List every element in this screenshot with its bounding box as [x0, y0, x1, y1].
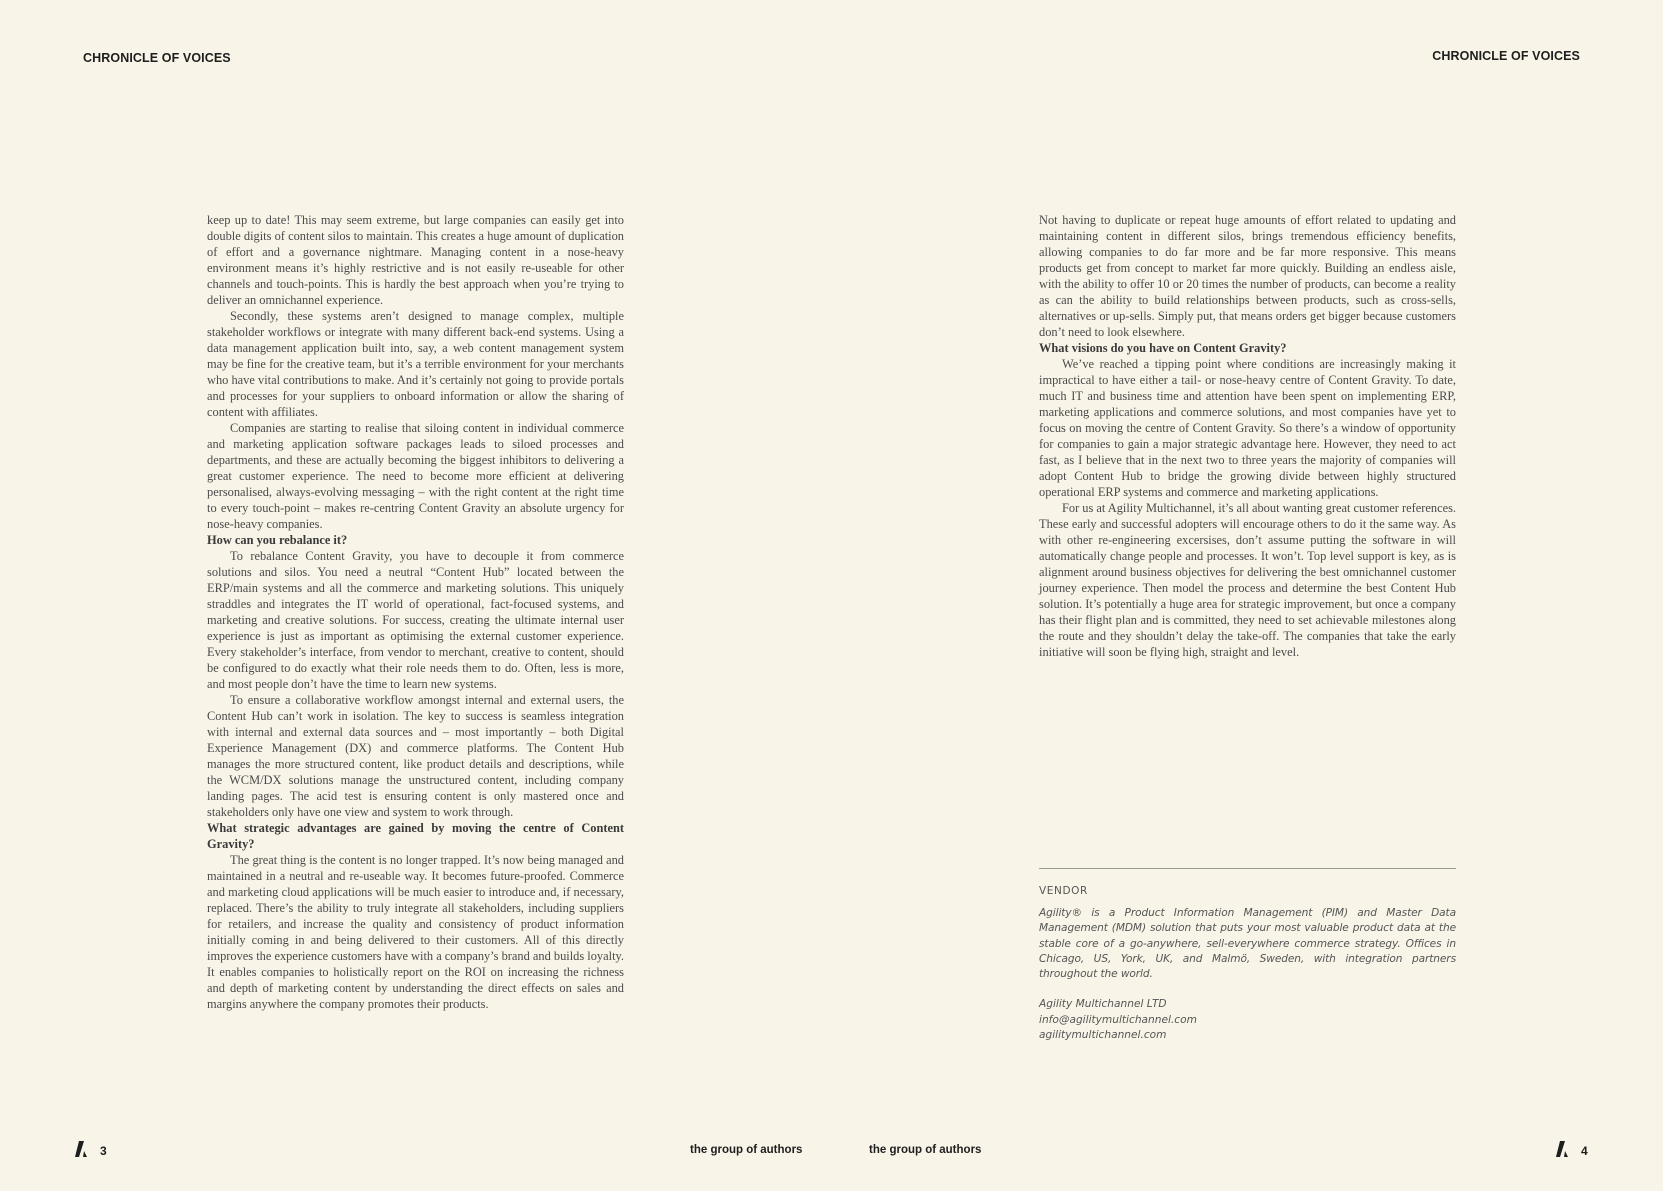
subheading: What visions do you have on Content Gravity? — [1039, 341, 1287, 355]
vendor-contact — [1039, 997, 1456, 1043]
subheading: How can you rebalance it? — [207, 533, 348, 547]
running-head-left: CHRONICLE OF VOICES — [83, 51, 231, 65]
left-article-column — [207, 212, 624, 1012]
page-number-right: 4 — [1581, 1144, 1588, 1158]
footer-credit-left: the group of authors — [690, 1144, 803, 1156]
running-head-right: CHRONICLE OF VOICES — [1432, 49, 1580, 63]
vendor-company: Agility Multichannel LTD — [1039, 998, 1167, 1011]
right-article-column — [1039, 212, 1456, 660]
paragraph: Secondly, these systems aren’t designed to manage complex, multiple stakeholder workflows or integrate with many different back-end systems. Using a data management application built into, say, a web content management system may be fine for the creative team, but it’s a terrible environment for your merchants who have vital contributions to make. And it’s certainly not going to provide portals and processes for your suppliers to onboard information or allow the sharing of content with affiliates. — [207, 309, 624, 419]
vendor-box — [1039, 868, 1456, 1043]
vendor-description: Agility® is a Product Information Management (PIM) and Master Data Management (MDM) solution that puts your most valuable product data at the stable core of a go-anywhere, sell-everywhere commerce strategy. Offices in Chicago, US, York, UK, and Malmö, Sweden, with integration partners throughout the world. — [1039, 907, 1456, 981]
vendor-email: info@agilitymultichannel.com — [1039, 1013, 1197, 1026]
subheading: What strategic advantages are gained by moving the centre of Content Gravity? — [207, 821, 624, 851]
paragraph: keep up to date! This may seem extreme, but large companies can easily get into double digits of content silos to maintain. This creates a huge amount of duplication of effort and a governance nightmare. Managing content in a nose-heavy environment means it’s highly restrictive and is not easily re-useable for other channels and touch-points. This is hardly the best approach when you’re trying to deliver an omnichannel experience. — [207, 213, 624, 307]
footer-credit-right: the group of authors — [869, 1144, 982, 1156]
paragraph: We’ve reached a tipping point where conditions are increasingly making it impractical to have either a tail- or nose-heavy centre of Content Gravity. To date, much IT and business time and attention have been spent on implementing ERP, marketing applications and commerce solutions, and most companies have yet to focus on moving the centre of Content Gravity. So there’s a window of opportunity for companies to gain a major strategic advantage here. However, they need to act fast, as I believe that in the next two to three years the majority of companies will adopt Content Hub to bridge the growing divide between highly structured operational ERP systems and commerce and marketing applications. — [1039, 357, 1456, 499]
paragraph: The great thing is the content is no longer trapped. It’s now being managed and maintained in a neutral and re-useable way. It becomes future-proofed. Commerce and marketing cloud applications will be much easier to introduce and, if necessary, replaced. There’s the ability to truly integrate all stakeholders, including suppliers for retailers, and increase the quality and consistency of product information initially coming in and being delivered to their customers. All of this directly improves the experience customers have with a company’s brand and builds loyalty. It enables companies to holistically report on the ROI on increasing the richness and depth of marketing content by understanding the direct effects on sales and margins anywhere the company promotes their products. — [207, 853, 624, 1011]
publisher-logo-icon — [75, 1141, 89, 1157]
publisher-logo-icon — [1556, 1141, 1570, 1157]
paragraph: Not having to duplicate or repeat huge amounts of effort related to updating and maintaining content in different silos, brings tremendous efficiency benefits, allowing companies to do far more and be far more responsive. This means products get from concept to market far more quickly. Building an endless aisle, with the ability to offer 10 or 20 times the number of products, can become a reality as can the ability to build relationships between products, such as cross-sells, alternatives or up-sells. Simply put, that means orders get bigger because customers don’t need to look elsewhere. — [1039, 213, 1456, 339]
page-number-left: 3 — [100, 1144, 107, 1158]
paragraph: For us at Agility Multichannel, it’s all about wanting great customer references. These early and successful adopters will encourage others to do it the same way. As with other re-engineering excersises, don’t assume putting the software in will automatically change people and processes. It won’t. Top level support is key, as is alignment around business objectives for delivering the best omnichannel customer journey experience. Then model the process and determine the best Content Hub solution. It’s potentially a huge area for strategic improvement, but once a company has their flight plan and is committed, they need to set achievable milestones along the route and they shouldn’t delay the take-off. The companies that take the early initiative will soon be flying high, straight and level. — [1039, 501, 1456, 659]
paragraph: Companies are starting to realise that siloing content in individual commerce and marketing application software packages leads to siloed processes and departments, and these are actually becoming the biggest inhibitors to delivering a great customer experience. The need to become more efficient at delivering personalised, always-evolving messaging – with the right content at the right time to every touch-point – makes re-centring Content Gravity an absolute urgency for nose-heavy companies. — [207, 421, 624, 531]
paragraph: To ensure a collaborative workflow amongst internal and external users, the Content Hub can’t work in isolation. The key to success is seamless integration with internal and external data sources and – most importantly – both Digital Experience Management (DX) and commerce platforms. The Content Hub manages the more structured content, like product details and descriptions, while the WCM/DX solutions manage the unstructured content, including company landing pages. The acid test is ensuring content is only mastered once and stakeholders only have one view and system to work through. — [207, 693, 624, 819]
vendor-website: agilitymultichannel.com — [1039, 1029, 1167, 1042]
vendor-label: VENDOR — [1039, 885, 1088, 897]
paragraph: To rebalance Content Gravity, you have to decouple it from commerce solutions and silos. You need a neutral “Content Hub” located between the ERP/main systems and all the commerce and marketing solutions. This uniquely straddles and integrates the IT world of operational, fact-focused systems, and marketing and creative solutions. For success, creating the ultimate internal user experience is just as important as optimising the external customer experience. Every stakeholder’s interface, from vendor to merchant, creative to content, should be configured to do exactly what their role needs them to do. Often, less is more, and most people don’t have the time to learn new systems. — [207, 549, 624, 691]
